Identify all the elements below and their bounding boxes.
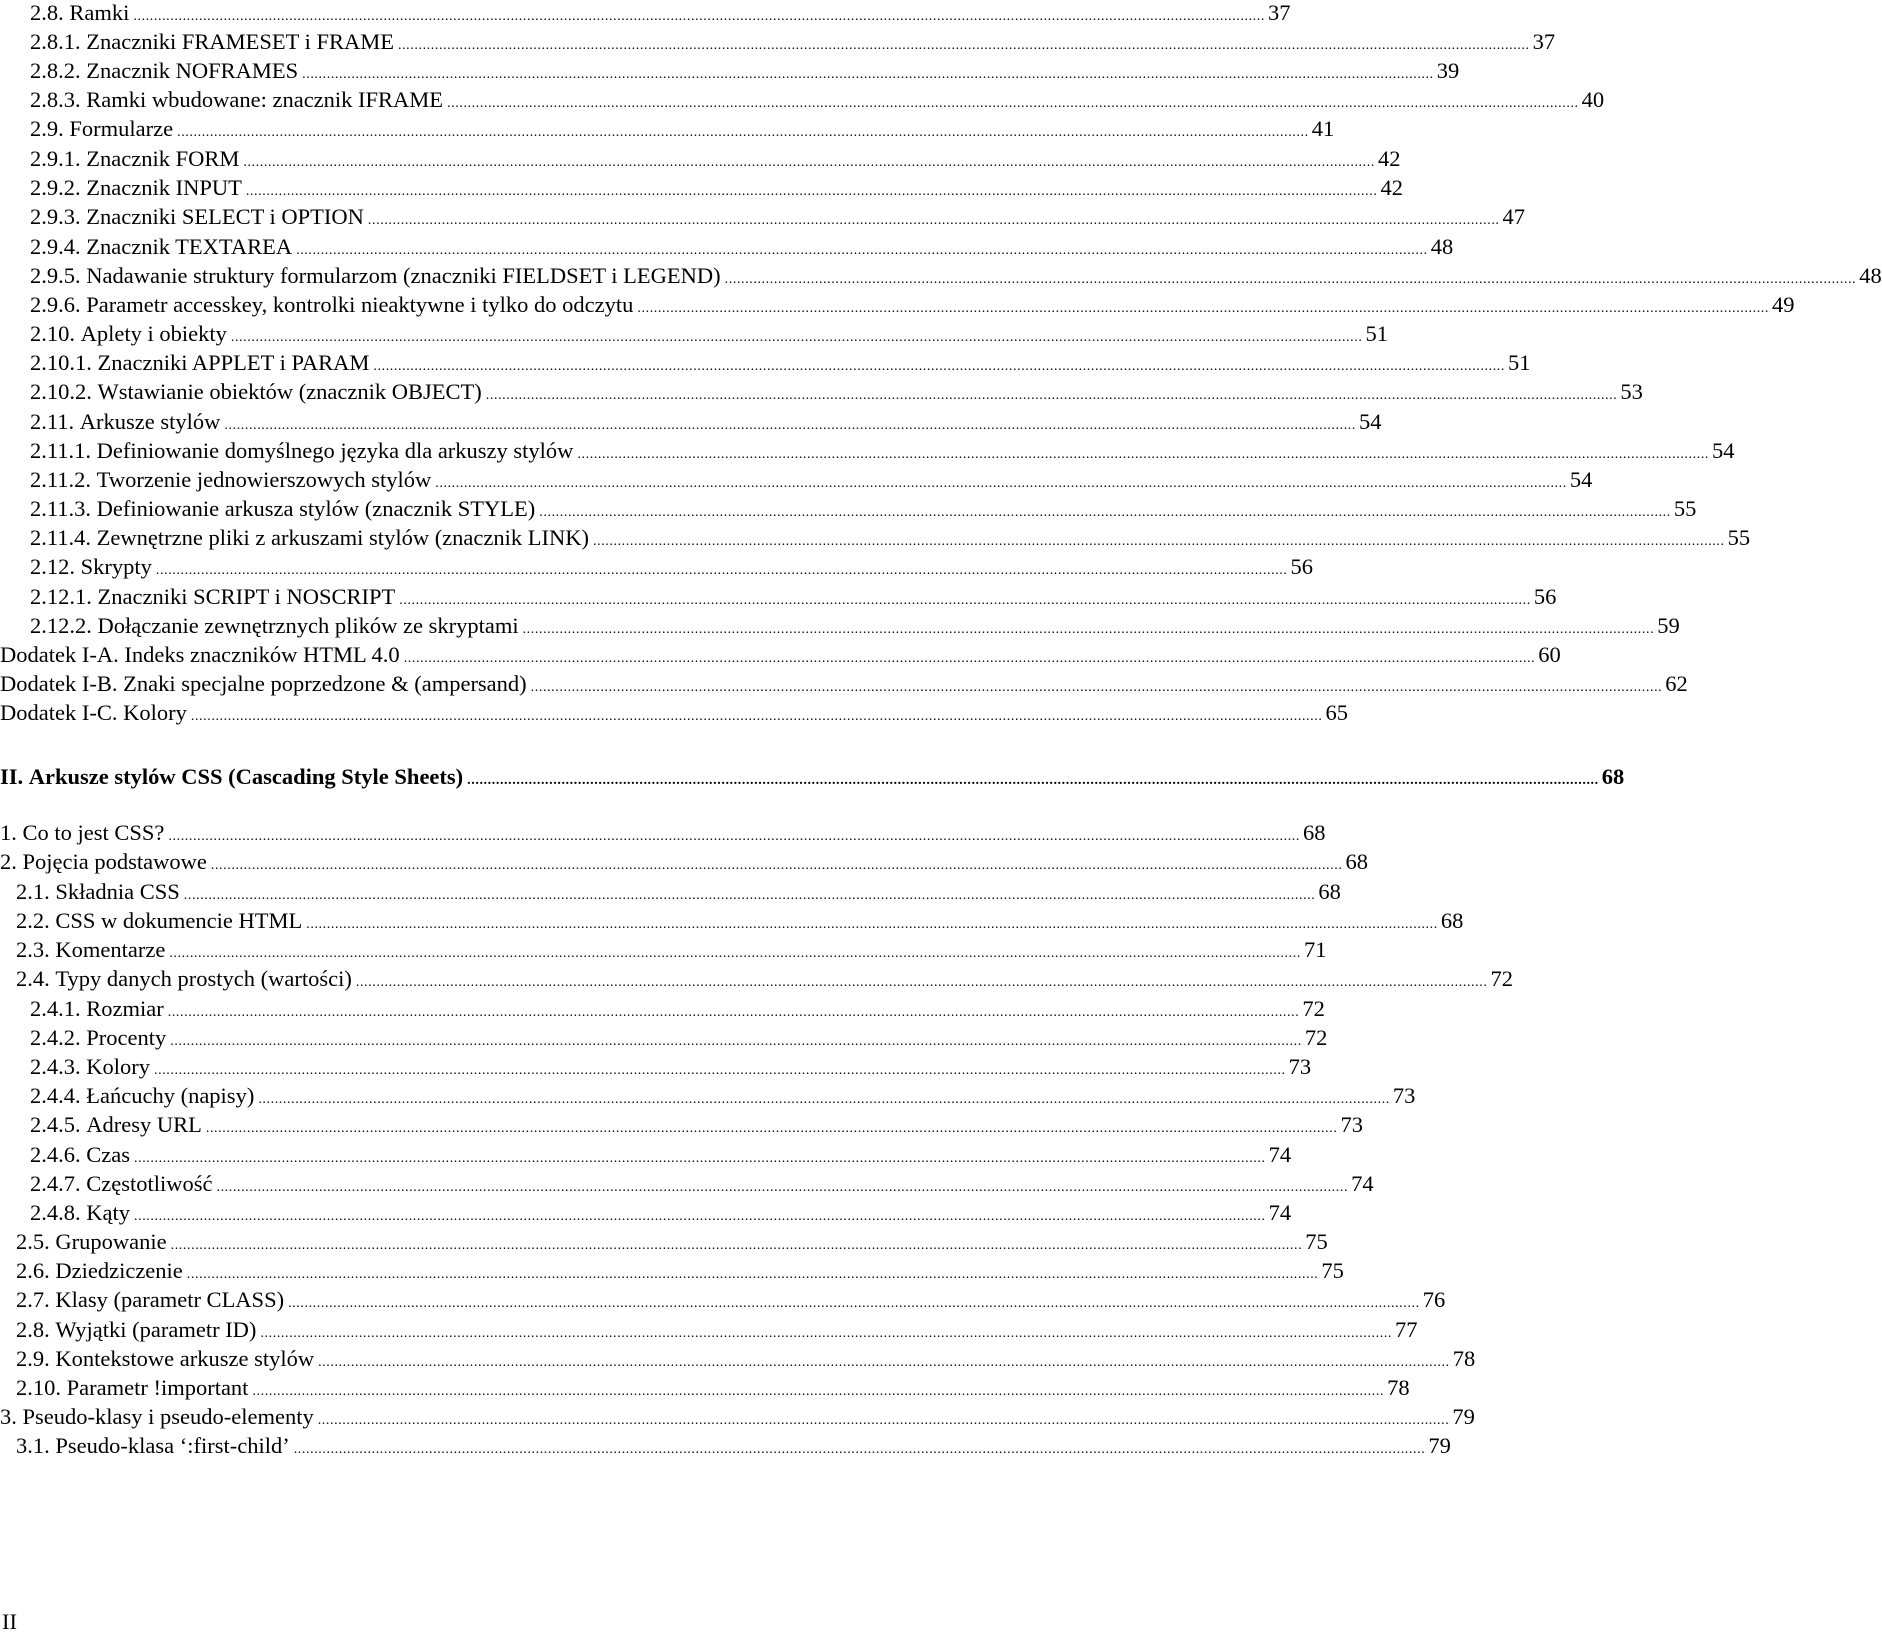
toc-entry-title: Łańcuchy (napisy)	[86, 1083, 255, 1108]
toc-entry-number: 2.6.	[16, 1258, 56, 1283]
toc-entry-number: 2.10.	[30, 321, 81, 346]
toc-entry[interactable]	[0, 348, 1531, 377]
toc-entry-title: Składnia CSS	[55, 879, 180, 904]
dot-leader: ....................................................................................................................................................................................................................................................................................	[170, 1034, 1302, 1049]
toc-entry-page: 79	[1452, 1404, 1475, 1429]
toc-entry-title: Arkusze stylów	[79, 409, 221, 434]
dot-leader: ....................................................................................................................................................................................................................................................................................	[293, 1442, 1426, 1457]
toc-entry-title: Wyjątki (parametr ID)	[55, 1317, 257, 1342]
toc-entry-number: 2.8.1.	[30, 29, 87, 54]
toc-entry-title: Arkusze stylów CSS (Cascading Style Sheets)	[28, 764, 464, 789]
toc-entry-page: 54	[1359, 409, 1382, 434]
toc-entry-title: Częstotliwość	[86, 1171, 213, 1196]
toc-entry[interactable]	[0, 436, 1735, 465]
toc-entry-number: 2.11.1.	[30, 438, 97, 463]
toc-entry-title: Znaki specjalne poprzedzone & (ampersand)	[123, 671, 527, 696]
toc-entry-page: 49	[1772, 292, 1795, 317]
toc-entry-page: 78	[1452, 1346, 1476, 1371]
toc-entry-number: 3.1.	[16, 1433, 56, 1458]
toc-entry-number: 2.9.5.	[30, 263, 87, 288]
toc-entry-page: 54	[1569, 467, 1593, 492]
toc-entry-page: 68	[1303, 820, 1326, 845]
toc-entry[interactable]	[0, 319, 1388, 348]
dot-leader: ....................................................................................................................................................................................................................................................................................	[260, 1326, 1393, 1341]
toc-entry-title: Kontekstowe arkusze stylów	[55, 1346, 315, 1371]
toc-entry-title: Ramki wbudowane: znacznik IFRAME	[86, 87, 444, 112]
toc-entry-number: 2.12.1.	[30, 584, 98, 609]
toc-entry-page: 56	[1290, 554, 1313, 579]
toc-entry-number: 2.11.4.	[30, 525, 97, 550]
toc-entry[interactable]	[0, 1315, 1418, 1344]
toc-entry-title: Wstawianie obiektów (znacznik OBJECT)	[97, 379, 482, 404]
toc-entry-number: 2.8.	[30, 0, 70, 25]
toc-entry-number: 2.9.4.	[30, 234, 87, 259]
toc-entry-title: Znacznik NOFRAMES	[86, 58, 299, 83]
dot-leader: ....................................................................................................................................................................................................................................................................................	[170, 1238, 1303, 1253]
toc-entry-page: 79	[1428, 1433, 1451, 1458]
toc-entry-title: Parametr accesskey, kontrolki nieaktywne i tylko do odczytu	[86, 292, 634, 317]
toc-entry-number: 2.11.	[30, 409, 80, 434]
toc-entry[interactable]	[0, 964, 1513, 993]
dot-leader: ....................................................................................................................................................................................................................................................................................	[167, 1005, 1300, 1020]
toc-entry-title: Znaczniki FRAMESET i FRAME	[86, 29, 394, 54]
dot-leader: ....................................................................................................................................................................................................................................................................................	[403, 651, 1536, 666]
toc-entry-page: 73	[1340, 1112, 1363, 1137]
toc-entry-number: 2.4.5.	[30, 1112, 87, 1137]
toc-entry-number: 2.4.8.	[30, 1200, 87, 1225]
dot-leader: ....................................................................................................................................................................................................................................................................................	[724, 272, 1857, 287]
toc-entry[interactable]	[0, 1344, 1476, 1373]
toc-entry-page: 65	[1325, 700, 1348, 725]
dot-leader: ....................................................................................................................................................................................................................................................................................	[306, 917, 1438, 932]
toc-entry[interactable]	[0, 56, 1460, 85]
toc-entry-title: Znacznik FORM	[86, 146, 240, 171]
dot-leader: ....................................................................................................................................................................................................................................................................................	[169, 946, 1301, 961]
toc-entry-title: Tworzenie jednowierszowych stylów	[96, 467, 432, 492]
dot-leader: ....................................................................................................................................................................................................................................................................................	[485, 388, 1618, 403]
toc-entry-title: Rozmiar	[86, 996, 164, 1021]
toc-entry-page: 72	[1304, 1025, 1328, 1050]
toc-entry[interactable]	[0, 1256, 1344, 1285]
dot-leader: ....................................................................................................................................................................................................................................................................................	[317, 1413, 1450, 1428]
toc-entry-title: Adresy URL	[86, 1112, 202, 1137]
dot-leader: ....................................................................................................................................................................................................................................................................................	[530, 680, 1663, 695]
toc-entry-page: 77	[1395, 1317, 1418, 1342]
dot-leader: ....................................................................................................................................................................................................................................................................................	[288, 1296, 1420, 1311]
toc-part-heading[interactable]	[0, 762, 1625, 791]
toc-entry-number: 2.4.6.	[30, 1142, 87, 1167]
toc-entry-number: Dodatek I-B.	[0, 671, 124, 696]
toc-entry[interactable]	[0, 1023, 1328, 1052]
toc-entry-title: Znaczniki APPLET i PARAM	[97, 350, 370, 375]
toc-entry-title: Kolory	[123, 700, 187, 725]
dot-leader: ....................................................................................................................................................................................................................................................................................	[134, 1209, 1266, 1224]
toc-entry[interactable]	[0, 1227, 1328, 1256]
toc-entry-page: 37	[1267, 0, 1291, 25]
toc-entry-page: 47	[1502, 204, 1526, 229]
toc-entry-number: 2.4.	[16, 966, 56, 991]
toc-entry[interactable]	[0, 935, 1327, 964]
toc-entry[interactable]	[0, 1081, 1416, 1110]
toc-entry[interactable]	[0, 1402, 1475, 1431]
dot-leader: ....................................................................................................................................................................................................................................................................................	[183, 888, 1316, 903]
toc-entry-title: Znaczniki SELECT i OPTION	[86, 204, 364, 229]
toc-entry-title: Nadawanie struktury formularzom (znaczniki FIELDSET i LEGEND)	[86, 263, 721, 288]
toc-entry-page: 68	[1440, 908, 1464, 933]
toc-entry[interactable]	[0, 1110, 1363, 1139]
toc-entry[interactable]	[0, 377, 1643, 406]
toc-entry-number: 3.	[0, 1404, 23, 1429]
dot-leader: ....................................................................................................................................................................................................................................................................................	[133, 9, 1265, 24]
toc-entry-page: 75	[1305, 1229, 1328, 1254]
toc-entry-number: Dodatek I-C.	[0, 700, 124, 725]
dot-leader: ....................................................................................................................................................................................................................................................................................	[258, 1092, 1390, 1107]
toc-entry[interactable]	[0, 465, 1593, 494]
toc-entry-number: 2.9.2.	[30, 175, 87, 200]
toc-entry-page: 68	[1345, 849, 1368, 874]
toc-entry-title: Typy danych prostych (wartości)	[55, 966, 352, 991]
toc-entry-page: 48	[1430, 234, 1454, 259]
toc-entry-page: 51	[1365, 321, 1388, 346]
toc-entry-title: Komentarze	[55, 937, 166, 962]
toc-entry-page: 42	[1377, 146, 1401, 171]
toc-entry-number: 2.11.2.	[30, 467, 97, 492]
toc-entry-title: Zewnętrzne pliki z arkuszami stylów (znacznik LINK)	[96, 525, 589, 550]
toc-entry-title: Grupowanie	[55, 1229, 167, 1254]
toc-entry-title: Indeks znaczników HTML 4.0	[124, 642, 400, 667]
toc-entry-number: 2.3.	[16, 937, 56, 962]
dot-leader: ....................................................................................................................................................................................................................................................................................	[539, 505, 1671, 520]
toc-entry-page: 72	[1490, 966, 1513, 991]
toc-entry-number: 2.9.	[16, 1346, 56, 1371]
toc-entry-title: Skrypty	[80, 554, 152, 579]
toc-entry-number: 2.12.2.	[30, 613, 98, 638]
dot-leader: ....................................................................................................................................................................................................................................................................................	[296, 243, 1428, 258]
toc-entry-number: 2.9.	[30, 116, 70, 141]
toc-entry-page: 53	[1620, 379, 1643, 404]
toc-entry-number: 2.9.3.	[30, 204, 87, 229]
dot-leader: ....................................................................................................................................................................................................................................................................................	[367, 213, 1500, 228]
toc-entry-title: CSS w dokumencie HTML	[55, 908, 303, 933]
toc-entry[interactable]	[0, 261, 1882, 290]
dot-leader: ....................................................................................................................................................................................................................................................................................	[168, 829, 1301, 844]
dot-leader: ....................................................................................................................................................................................................................................................................................	[522, 622, 1655, 637]
toc-entry-number: 2.1.	[16, 879, 56, 904]
dot-leader: ....................................................................................................................................................................................................................................................................................	[210, 858, 1343, 873]
toc-entry[interactable]	[0, 1052, 1312, 1081]
toc-entry[interactable]	[0, 290, 1795, 319]
toc-entry-page: 41	[1311, 116, 1335, 141]
toc-entry-page: 74	[1268, 1142, 1292, 1167]
dot-leader: ....................................................................................................................................................................................................................................................................................	[397, 38, 1530, 53]
toc-entry-page: 73	[1288, 1054, 1312, 1079]
toc-entry-title: Definiowanie domyślnego języka dla arkuszy stylów	[96, 438, 574, 463]
toc-entry-title: Pojęcia podstawowe	[22, 849, 207, 874]
toc-entry-number: 1.	[0, 820, 23, 845]
dot-leader: ....................................................................................................................................................................................................................................................................................	[399, 593, 1531, 608]
toc-entry-page: 56	[1533, 584, 1557, 609]
toc-entry-number: 2.8.2.	[30, 58, 87, 83]
toc-entry-title: Dziedziczenie	[55, 1258, 183, 1283]
toc-entry-page: 55	[1673, 496, 1697, 521]
toc-entry[interactable]	[0, 611, 1680, 640]
toc-entry-title: Znacznik TEXTAREA	[86, 234, 293, 259]
toc-entry-page: 55	[1727, 525, 1751, 550]
toc-entry-page: 74	[1351, 1171, 1374, 1196]
toc-entry[interactable]	[0, 1431, 1451, 1460]
dot-leader: ....................................................................................................................................................................................................................................................................................	[134, 1151, 1266, 1166]
toc-entry-number: 2.9.1.	[30, 146, 87, 171]
toc-entry[interactable]	[0, 407, 1382, 436]
toc-entry[interactable]	[0, 877, 1341, 906]
toc-entry[interactable]	[0, 552, 1313, 581]
toc-entry-number: 2.	[0, 849, 23, 874]
toc-entry-number: 2.7.	[16, 1287, 56, 1312]
toc-entry-page: 68	[1601, 764, 1625, 789]
dot-leader: ....................................................................................................................................................................................................................................................................................	[637, 301, 1769, 316]
toc-entry-page: 60	[1538, 642, 1561, 667]
dot-leader: ....................................................................................................................................................................................................................................................................................	[373, 359, 1506, 374]
toc-entry[interactable]	[0, 202, 1526, 231]
toc-entry[interactable]	[0, 994, 1325, 1023]
toc-entry-title: Aplety i obiekty	[80, 321, 227, 346]
toc-entry[interactable]	[0, 1140, 1292, 1169]
dot-leader: ....................................................................................................................................................................................................................................................................................	[355, 975, 1488, 990]
toc-entry-number: 2.12.	[30, 554, 81, 579]
toc-entry-page: 73	[1392, 1083, 1416, 1108]
toc-entry-title: Kąty	[86, 1200, 130, 1225]
toc-entry-number: 2.4.4.	[30, 1083, 87, 1108]
dot-leader: ....................................................................................................................................................................................................................................................................................	[243, 155, 1375, 170]
toc-entry-page: 51	[1508, 350, 1531, 375]
dot-leader: ....................................................................................................................................................................................................................................................................................	[577, 447, 1710, 462]
toc-entry-page: 42	[1380, 175, 1403, 200]
toc-entry-page: 48	[1859, 263, 1882, 288]
toc-entry-number: 2.2.	[16, 908, 56, 933]
toc-entry[interactable]	[0, 1373, 1410, 1402]
toc-entry-page: 76	[1422, 1287, 1446, 1312]
toc-entry[interactable]	[0, 669, 1688, 698]
toc-entry[interactable]	[0, 523, 1751, 552]
toc-entry-title: Procenty	[86, 1025, 167, 1050]
toc-entry-title: Znacznik INPUT	[86, 175, 242, 200]
toc-entry-page: 39	[1436, 58, 1460, 83]
dot-leader: ....................................................................................................................................................................................................................................................................................	[155, 563, 1288, 578]
toc-entry[interactable]	[0, 1198, 1292, 1227]
toc-entry-title: Czas	[86, 1142, 130, 1167]
toc-entry[interactable]	[0, 847, 1368, 876]
toc-entry-page: 71	[1303, 937, 1327, 962]
toc-entry-number: 2.4.2.	[30, 1025, 87, 1050]
dot-leader: ....................................................................................................................................................................................................................................................................................	[154, 1063, 1286, 1078]
toc-entry-page: 68	[1318, 879, 1341, 904]
dot-leader: ....................................................................................................................................................................................................................................................................................	[252, 1384, 1385, 1399]
toc-entry-number: 2.10.2.	[30, 379, 98, 404]
page-number: II	[2, 1609, 17, 1634]
toc-entry-title: Znaczniki SCRIPT i NOSCRIPT	[97, 584, 396, 609]
toc-entry-title: Pseudo-klasy i pseudo-elementy	[22, 1404, 314, 1429]
toc-entry-number: II.	[0, 764, 29, 789]
toc-entry-title: Parametr !important	[66, 1375, 249, 1400]
toc-entry-page: 40	[1581, 87, 1605, 112]
dot-leader: ....................................................................................................................................................................................................................................................................................	[447, 96, 1579, 111]
toc-entry-number: 2.10.	[16, 1375, 67, 1400]
toc-entry-page: 72	[1302, 996, 1325, 1021]
toc-entry-title: Pseudo-klasa ‘:first-child’	[55, 1433, 290, 1458]
toc-entry-number: 2.9.6.	[30, 292, 87, 317]
dot-leader: ....................................................................................................................................................................................................................................................................................	[216, 1180, 1349, 1195]
dot-leader: ....................................................................................................................................................................................................................................................................................	[245, 184, 1378, 199]
toc-entry[interactable]	[0, 1169, 1374, 1198]
dot-leader: ....................................................................................................................................................................................................................................................................................	[230, 330, 1363, 345]
dot-leader: ....................................................................................................................................................................................................................................................................................	[318, 1355, 1450, 1370]
toc-entry-number: 2.4.3.	[30, 1054, 87, 1079]
toc-entry-page: 54	[1712, 438, 1735, 463]
toc-entry-page: 37	[1532, 29, 1556, 54]
toc-entry-number: 2.11.3.	[30, 496, 97, 521]
dot-leader: ....................................................................................................................................................................................................................................................................................	[224, 418, 1357, 433]
toc-entry[interactable]	[0, 582, 1557, 611]
toc-entry[interactable]	[0, 818, 1326, 847]
dot-leader: ....................................................................................................................................................................................................................................................................................	[190, 709, 1323, 724]
dot-leader: ....................................................................................................................................................................................................................................................................................	[302, 67, 1434, 82]
toc-entry-page: 62	[1665, 671, 1688, 696]
toc-entry[interactable]	[0, 1285, 1446, 1314]
toc-entry-title: Dołączanie zewnętrznych plików ze skryptami	[97, 613, 519, 638]
toc-entry-number: 2.5.	[16, 1229, 56, 1254]
toc-entry[interactable]	[0, 640, 1561, 669]
toc-entry[interactable]	[0, 144, 1401, 173]
toc-entry-number: 2.8.	[16, 1317, 56, 1342]
toc-entry-title: Ramki	[69, 0, 130, 25]
toc-entry-page: 78	[1387, 1375, 1410, 1400]
toc-entry-page: 74	[1268, 1200, 1292, 1225]
toc-entry[interactable]	[0, 232, 1454, 261]
toc-entry-page: 75	[1321, 1258, 1344, 1283]
toc-entry-title: Co to jest CSS?	[22, 820, 165, 845]
toc-entry-title: Kolory	[86, 1054, 150, 1079]
dot-leader: ....................................................................................................................................................................................................................................................................................	[177, 125, 1309, 140]
toc-entry[interactable]	[0, 906, 1464, 935]
toc-entry-title: Klasy (parametr CLASS)	[55, 1287, 285, 1312]
toc-entry-number: 2.4.1.	[30, 996, 87, 1021]
toc-entry[interactable]	[0, 698, 1348, 727]
toc-entry-title: Definiowanie arkusza stylów (znacznik STYLE)	[96, 496, 536, 521]
toc-entry-number: Dodatek I-A.	[0, 642, 125, 667]
toc-entry-number: 2.10.1.	[30, 350, 98, 375]
toc-entry[interactable]	[0, 173, 1403, 202]
toc-entry-title: Formularze	[69, 116, 174, 141]
dot-leader: ....................................................................................................................................................................................................................................................................................	[592, 534, 1725, 549]
dot-leader: ....................................................................................................................................................................................................................................................................................	[205, 1121, 1338, 1136]
dot-leader: ....................................................................................................................................................................................................................................................................................	[186, 1267, 1319, 1282]
toc-entry[interactable]	[0, 85, 1605, 114]
toc-entry[interactable]	[0, 114, 1335, 143]
toc-entry-page: 59	[1657, 613, 1680, 638]
dot-leader: ....................................................................................................................................................................................................................................................................................	[467, 773, 1599, 788]
toc-entry[interactable]	[0, 494, 1697, 523]
toc-entry-number: 2.4.7.	[30, 1171, 87, 1196]
toc-entry[interactable]	[0, 27, 1556, 56]
dot-leader: ....................................................................................................................................................................................................................................................................................	[435, 476, 1567, 491]
toc-entry[interactable]	[0, 0, 1291, 27]
toc-entry-number: 2.8.3.	[30, 87, 87, 112]
